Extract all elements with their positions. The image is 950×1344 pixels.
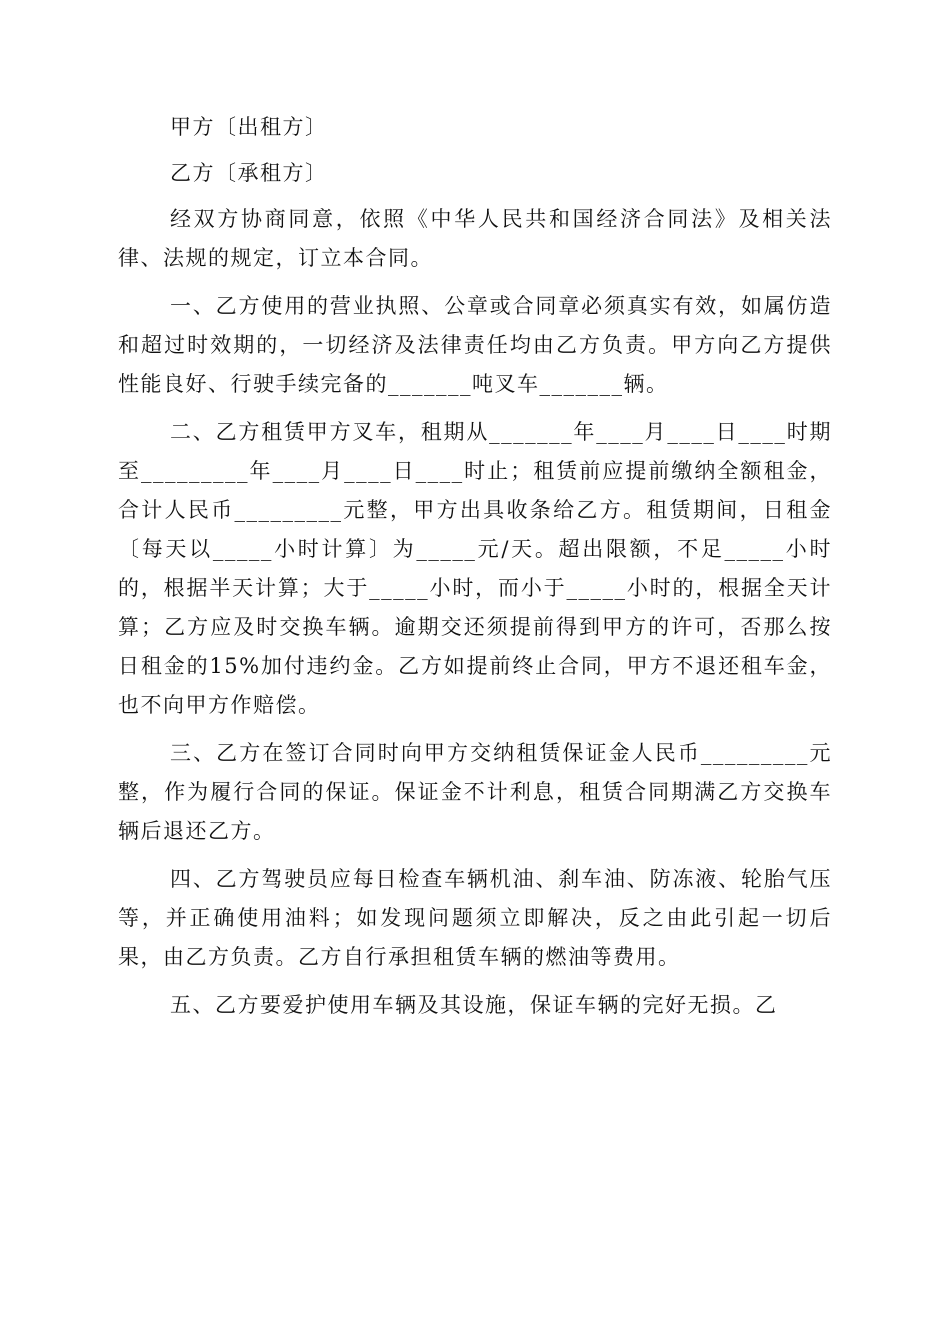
party-b-line: 乙方〔承租方〕: [170, 161, 328, 185]
clause-3-paragraph: 三、乙方在签订合同时向甲方交纳租赁保证金人民币_________元整，作为履行合同的保证。保证金不计利息，租赁合同期满乙方交换车辆后退还乙方。: [118, 741, 832, 843]
document-body: [118, 108, 832, 1025]
clause-2-paragraph: 二、乙方租赁甲方叉车，租期从_______年____月____日____时期至_________年____月____日____时止；租赁前应提前缴纳全额租金，合计人民币_________元整，甲方出具收条给乙方。租赁期间，日租金〔每天以_____小时计算〕为_____元/天。超出限额，不足_____小时的，根据半天计算；大于_____小时，而小于_____小时的，根据全天计算；乙方应及时交换车辆。逾期交还须提前得到甲方的许可，否那么按日租金的15%加付违约金。乙方如提前终止合同，甲方不退还租车金，也不向甲方作赔偿。: [118, 420, 832, 717]
clause-4-paragraph: 四、乙方驾驶员应每日检查车辆机油、刹车油、防冻液、轮胎气压等，并正确使用油料；如发现问题须立即解决，反之由此引起一切后果，由乙方负责。乙方自行承担租赁车辆的燃油等费用。: [118, 867, 832, 969]
clause-1-paragraph: 一、乙方使用的营业执照、公章或合同章必须真实有效，如属仿造和超过时效期的，一切经济及法律责任均由乙方负责。甲方向乙方提供性能良好、行驶手续完备的_______吨叉车_______辆。: [118, 294, 832, 396]
party-a-line: 甲方〔出租方〕: [170, 115, 328, 139]
clause-5-paragraph: 五、乙方要爱护使用车辆及其设施，保证车辆的完好无损。乙: [170, 993, 778, 1017]
preamble-paragraph: 经双方协商同意，依照《中华人民共和国经济合同法》及相关法律、法规的规定，订立本合同。: [118, 207, 832, 270]
